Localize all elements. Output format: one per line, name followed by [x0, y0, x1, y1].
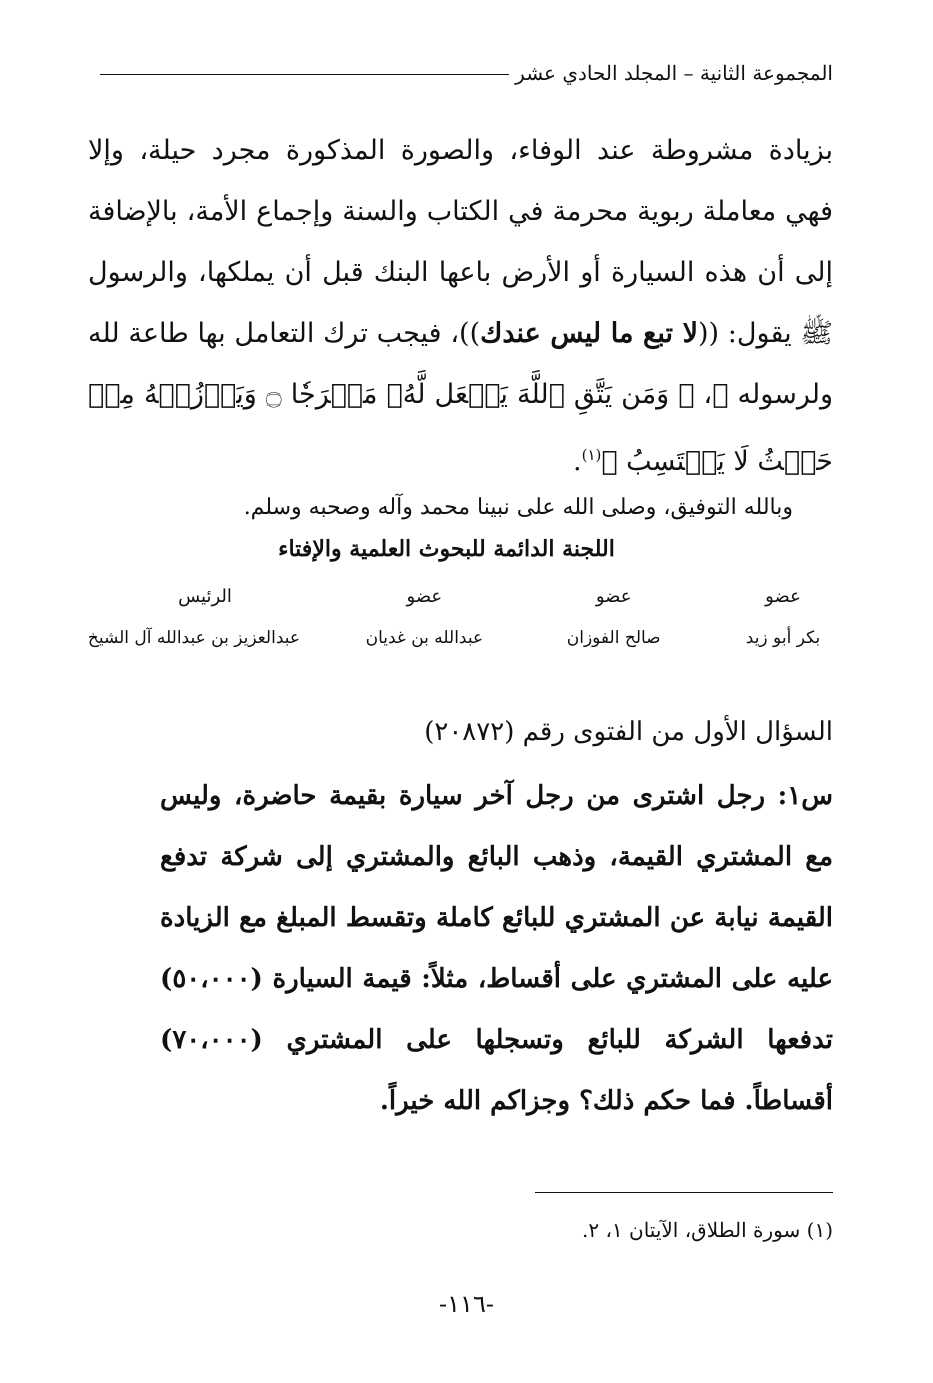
- answer-text-block: [88, 120, 833, 492]
- signatory-name: بكر أبو زيد: [745, 628, 821, 648]
- signatory-roles-row: [110, 586, 828, 607]
- answer-text-after-hadith: ))، فيجب ترك التعامل بها طاعة لله ولرسوله ﷺ،: [88, 318, 833, 410]
- footnote: (١) سورة الطلاق، الآيتان ١، ٢.: [581, 1218, 833, 1242]
- footnote-rule: [535, 1192, 833, 1193]
- quran-verse: ﴿ وَمَن يَتَّقِ ٱللَّهَ يَجۡعَل لَّهُۥ مَخۡرَجٗا ۝ وَيَرۡزُقۡهُ مِنۡ حَيۡثُ لَا يَحۡتَسِبُ ﴾: [88, 379, 833, 477]
- signatory-role: عضو: [765, 586, 801, 607]
- signatory-role: الرئيس: [178, 586, 232, 607]
- running-header: [100, 58, 833, 88]
- hadith-quote: لا تبع ما ليس عندك: [480, 318, 698, 349]
- closing-line: وبالله التوفيق، وصلى الله على نبينا محمد وآله وصحبه وسلم.: [243, 495, 793, 520]
- signatory-name: عبدالله بن غديان: [365, 628, 484, 648]
- page-number: -١١٦-: [439, 1290, 494, 1318]
- signatory-names-row: [87, 628, 828, 648]
- answer-end-mark: .: [573, 446, 582, 477]
- fatwa-title: السؤال الأول من الفتوى رقم (٢٠٨٧٢): [424, 717, 833, 747]
- header-rule: [100, 74, 509, 75]
- footnote-reference: (١): [581, 446, 602, 464]
- answer-paragraph: [88, 120, 833, 492]
- signatory-role: عضو: [595, 586, 632, 607]
- committee-name: اللجنة الدائمة للبحوث العلمية والإفتاء: [278, 536, 615, 562]
- signatory-name: عبدالعزيز بن عبدالله آل الشيخ: [87, 628, 301, 648]
- signatory-name: صالح الفوزان: [566, 628, 661, 648]
- header-title: المجموعة الثانية – المجلد الحادي عشر: [515, 61, 833, 85]
- answer-text-before-hadith: بزيادة مشروطة عند الوفاء، والصورة المذكورة مجرد حيلة، وإلا فهي معاملة ربوية محرمة في الكتاب والسنة وإجماع الأمة، بالإضافة إلى أن هذه السيارة أو الأرض باعها البنك قبل أن يملكها، والرسول ﷺ يقول: ((: [88, 135, 834, 349]
- question-paragraph: س١: رجل اشترى من رجل آخر سيارة بقيمة حاضرة، وليس مع المشتري القيمة، وذهب البائع والمشتري إلى شركة تدفع القيمة نيابة عن المشتري للبائع كاملة وتقسط المبلغ مع الزيادة عليه على المشتري على أقساط، مثلاً: قيمة السيارة (٥٠،٠٠٠) تدفعها الشركة للبائع وتسجلها على المشتري (٧٠،٠٠٠) أقساطاً. فما حكم ذلك؟ وجزاكم الله خيراً.: [160, 781, 833, 1116]
- signatory-role: عضو: [406, 586, 443, 607]
